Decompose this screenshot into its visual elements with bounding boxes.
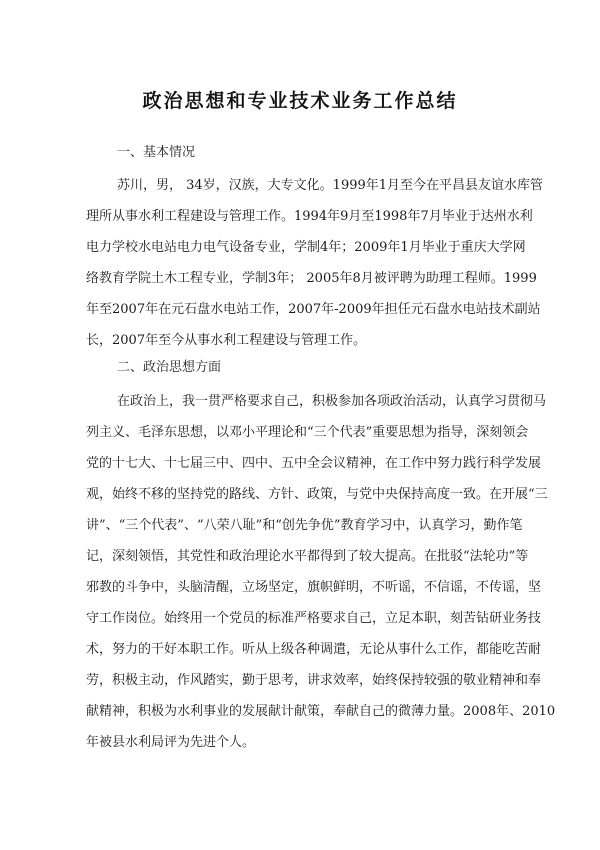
text-line: 观，始终不移的坚持党的路线、方针、政策，与党中央保持高度一致。在开展“三 — [86, 487, 548, 502]
text-line: 列主义、毛泽东思想，以邓小平理论和“三个代表”重要思想为指导，深刻领会 — [86, 425, 529, 440]
text-line: 守工作岗位。始终用一个党员的标准严格要求自己，立足本职，刻苦钻研业务技 — [86, 611, 542, 626]
text-line: 长，2007年至今从事水利工程建设与管理工作。 — [86, 333, 367, 348]
document-title: 政治思想和专业技术业务工作总结 — [142, 90, 458, 112]
section-heading-basic-info: 一、基本情况 — [117, 145, 196, 160]
text-line: 理所从事水利工程建设与管理工作。1994年9月至1998年7月毕业于达州水利 — [86, 209, 533, 224]
text-line: 党的十七大、十七届三中、四中、五中全会议精神，在工作中努力践行科学发展 — [86, 456, 542, 471]
paragraph-political — [86, 386, 556, 758]
text-line: 记，深刻领悟，其党性和政治理论水平都得到了较大提高。在批驳“法轮功”等 — [86, 549, 529, 564]
text-line: 在政治上，我一贯严格要求自己，积极参加各项政治活动，认真学习贯彻马 — [117, 394, 547, 409]
text-line: 讲”、“三个代表”、“八荣八耻”和“创先争优”教育学习中，认真学习，勤作笔 — [86, 518, 523, 533]
text-line: 献精神，积极为水利事业的发展献计献策，奉献自己的微薄力量。2008年、2010 — [86, 704, 556, 719]
section-heading-political: 二、政治思想方面 — [117, 360, 222, 375]
text-line: 苏川，男， 34岁，汉族，大专文化。1999年1月至今在平昌县友谊水库管 — [117, 178, 544, 193]
text-line: 术，努力的干好本职工作。听从上级各种调遣，无论从事什么工作，都能吃苦耐 — [86, 642, 542, 657]
paragraph-basic-info — [86, 170, 544, 356]
text-line: 年至2007年在元石盘水电站工作，2007年-2009年担任元石盘水电站技术副站 — [86, 302, 541, 317]
text-line: 电力学校水电站电力电气设备专业，学制4年；2009年1月毕业于重庆大学网 — [86, 240, 526, 255]
text-line: 年被县水利局评为先进个人。 — [86, 735, 256, 750]
text-line: 络教育学院土木工程专业，学制3年； 2005年8月被评聘为助理工程师。1999 — [86, 271, 537, 286]
text-line: 邪教的斗争中，头脑清醒，立场坚定，旗帜鲜明，不听谣，不信谣，不传谣，坚 — [86, 580, 542, 595]
text-line: 劳，积极主动，作风踏实，勤于思考，讲求效率，始终保持较强的敬业精神和奉 — [86, 673, 542, 688]
